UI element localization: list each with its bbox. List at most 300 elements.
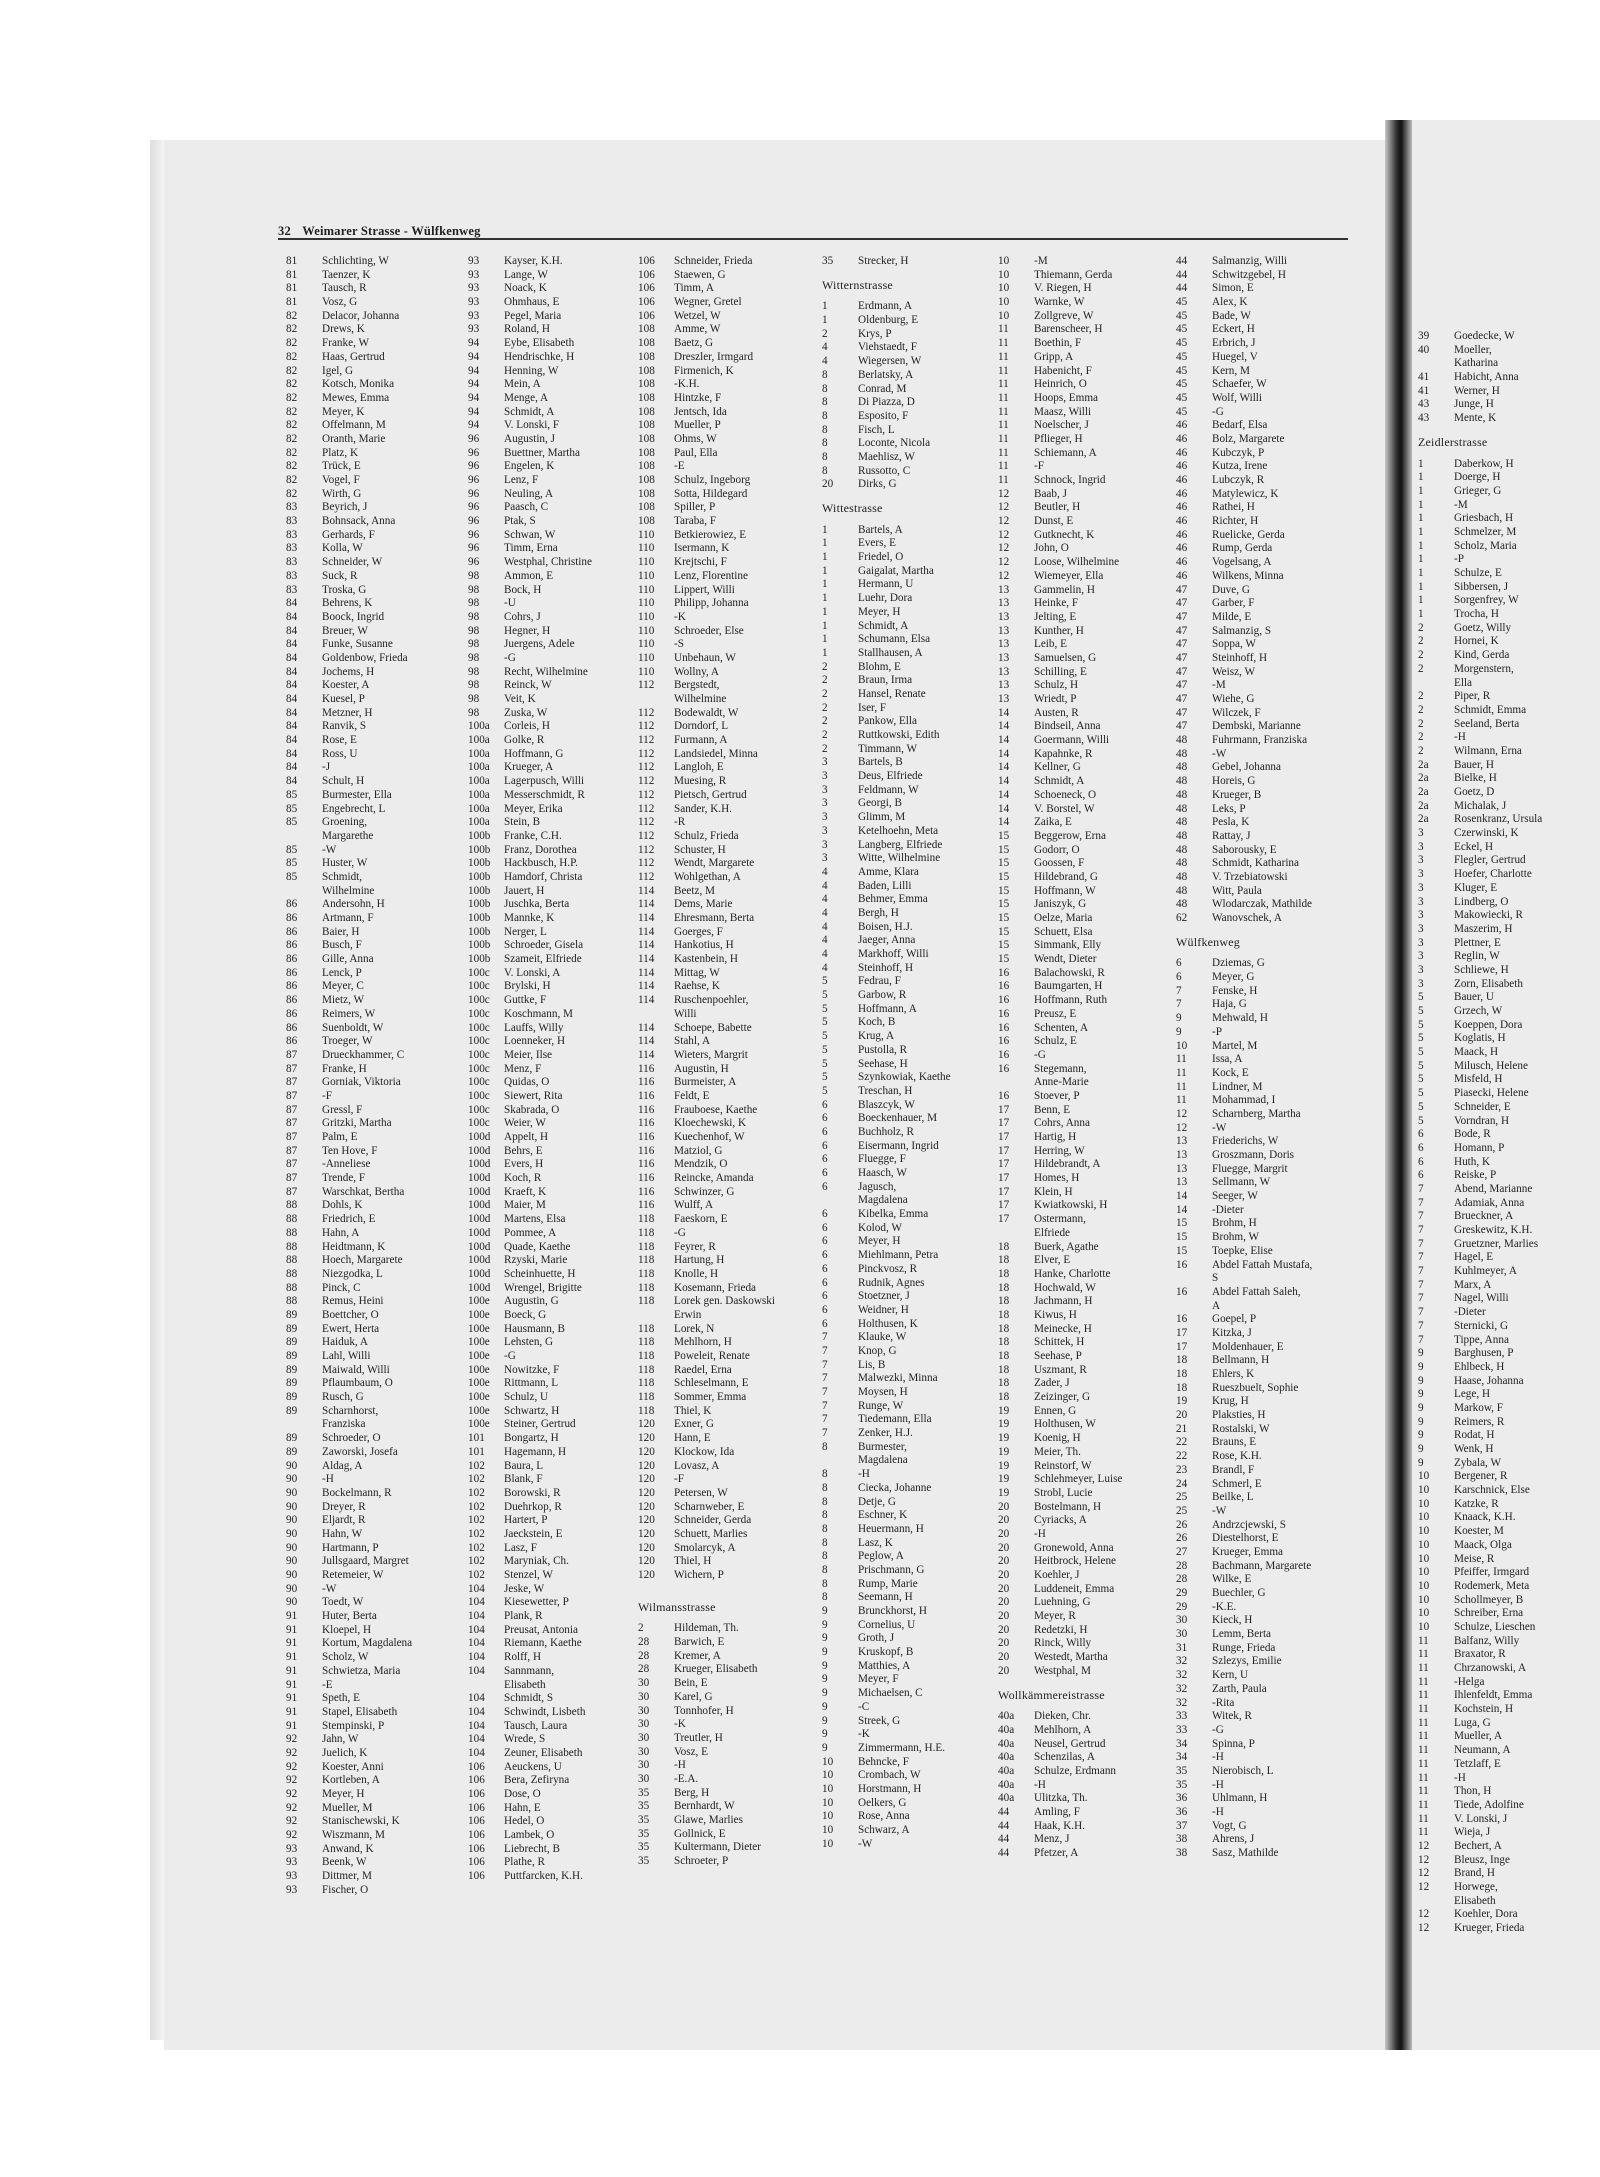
house-number: 45 bbox=[1176, 323, 1188, 336]
house-number: 7 bbox=[822, 1386, 828, 1398]
house-number: 11 bbox=[1176, 1066, 1187, 1079]
house-number: 9 bbox=[822, 1673, 828, 1686]
listing-row bbox=[822, 893, 951, 907]
listing-row bbox=[286, 1679, 412, 1693]
house-number: 6 bbox=[822, 1139, 828, 1152]
listing-row bbox=[822, 1673, 951, 1687]
resident-name: Trocha, H bbox=[1454, 608, 1499, 621]
listing-row bbox=[468, 844, 592, 858]
house-number: 19 bbox=[998, 1473, 1010, 1486]
listing-row bbox=[286, 1022, 412, 1036]
resident-name: Franke, H bbox=[322, 1062, 367, 1075]
resident-name: Dziemas, G bbox=[1212, 957, 1265, 970]
resident-name: Groth, J bbox=[858, 1632, 895, 1645]
listing-row bbox=[638, 1391, 775, 1405]
resident-name: Mannke, K bbox=[504, 912, 555, 924]
listing-row bbox=[468, 1542, 592, 1556]
listing-row bbox=[1176, 296, 1312, 310]
listing-row bbox=[998, 1282, 1122, 1296]
house-number: 2 bbox=[1418, 649, 1424, 662]
listing-row bbox=[286, 1761, 412, 1775]
listing-row bbox=[286, 748, 412, 762]
listing-row bbox=[468, 1460, 592, 1474]
resident-name: Dittmer, M bbox=[322, 1870, 372, 1883]
resident-name: Frauboese, Kaethe bbox=[674, 1103, 758, 1116]
resident-name: Sotta, Hildegard bbox=[674, 487, 748, 500]
resident-name: Metzner, H bbox=[322, 706, 373, 719]
listing-row bbox=[998, 1172, 1122, 1186]
listing-row bbox=[286, 515, 412, 529]
house-number: 13 bbox=[998, 693, 1010, 705]
resident-name: Meyer, F bbox=[858, 1673, 899, 1686]
resident-name: Boisen, H.J. bbox=[858, 920, 913, 933]
listing-row bbox=[1176, 957, 1312, 971]
house-number: 88 bbox=[286, 1199, 298, 1212]
listing-row bbox=[998, 926, 1122, 940]
listing-row bbox=[998, 611, 1122, 625]
resident-name: Lorek gen. Daskowski bbox=[674, 1295, 775, 1308]
listing-row bbox=[1176, 1614, 1312, 1628]
listing-row bbox=[998, 474, 1122, 488]
listing-row bbox=[1418, 1183, 1542, 1197]
resident-name: Rump, Marie bbox=[858, 1577, 918, 1590]
resident-name: Recht, Wilhelmine bbox=[504, 665, 588, 678]
resident-name: Kloepel, H bbox=[322, 1623, 372, 1636]
listing-row bbox=[1176, 734, 1312, 748]
resident-name: Knaack, K.H. bbox=[1454, 1511, 1516, 1524]
resident-name: Tausch, R bbox=[322, 282, 367, 295]
listing-row bbox=[1418, 1676, 1542, 1690]
resident-name: Bernhardt, W bbox=[674, 1800, 735, 1813]
house-number: 12 bbox=[1418, 1908, 1430, 1921]
listing-row bbox=[1176, 310, 1312, 324]
listing-row bbox=[1418, 1334, 1542, 1348]
listing-row bbox=[998, 1446, 1122, 1460]
resident-name: Rattay, J bbox=[1212, 829, 1251, 842]
house-number: 7 bbox=[1418, 1237, 1424, 1250]
listing-row bbox=[638, 1076, 775, 1090]
resident-name: Schwietza, Maria bbox=[322, 1664, 401, 1677]
listing-row bbox=[822, 1235, 951, 1249]
listing-row bbox=[286, 707, 412, 721]
house-number: 89 bbox=[286, 1363, 298, 1376]
listing-row bbox=[1418, 1840, 1542, 1854]
resident-name: Retemeier, W bbox=[322, 1569, 384, 1581]
resident-name: -G bbox=[1212, 1723, 1224, 1736]
resident-name: Mittag, W bbox=[674, 966, 720, 979]
house-number: 88 bbox=[286, 1213, 298, 1226]
listing-row bbox=[1176, 365, 1312, 379]
resident-name: -G bbox=[1212, 405, 1224, 418]
house-number: 47 bbox=[1176, 597, 1188, 610]
resident-name: Homann, P bbox=[1454, 1141, 1505, 1154]
resident-name: Martel, M bbox=[1212, 1039, 1258, 1052]
resident-name: -Rita bbox=[1212, 1696, 1235, 1709]
listing-row bbox=[468, 1035, 592, 1049]
resident-name: Speth, E bbox=[322, 1692, 360, 1705]
listing-continuation: Anne-Marie bbox=[1034, 1076, 1089, 1089]
listing-row bbox=[998, 1117, 1122, 1131]
house-number: 4 bbox=[822, 934, 828, 947]
house-number: 90 bbox=[286, 1514, 298, 1527]
listing-row bbox=[468, 1090, 592, 1104]
house-number: 9 bbox=[1176, 1012, 1182, 1025]
house-number: 102 bbox=[468, 1527, 485, 1540]
resident-name: Sternicki, G bbox=[1454, 1319, 1509, 1332]
resident-name: Rodemerk, Meta bbox=[1454, 1579, 1530, 1592]
resident-name: Feldmann, W bbox=[858, 783, 919, 796]
house-number: 18 bbox=[998, 1308, 1010, 1321]
listing-row bbox=[286, 734, 412, 748]
listing-row bbox=[822, 578, 951, 592]
resident-name: Offelmann, M bbox=[322, 419, 386, 432]
listing-row bbox=[1176, 1395, 1312, 1409]
resident-name: Buchholz, R bbox=[858, 1125, 914, 1138]
listing-row bbox=[822, 1400, 951, 1414]
listing-row bbox=[468, 1473, 592, 1487]
listing-row bbox=[998, 1336, 1122, 1350]
house-number: 100c bbox=[468, 1076, 490, 1089]
listing-row bbox=[638, 1828, 775, 1842]
house-number: 100c bbox=[468, 1035, 490, 1048]
resident-name: -E bbox=[322, 1678, 333, 1691]
resident-name: Juergens, Adele bbox=[504, 638, 575, 651]
resident-name: Seeger, W bbox=[1212, 1190, 1258, 1203]
resident-name: Liebrecht, B bbox=[504, 1842, 560, 1855]
resident-name: Menz, J bbox=[1034, 1833, 1070, 1846]
listing-row bbox=[1418, 841, 1542, 855]
resident-name: Remus, Heini bbox=[322, 1295, 384, 1308]
house-number: 83 bbox=[286, 501, 298, 514]
resident-name: Buerk, Agathe bbox=[1034, 1240, 1099, 1253]
house-number: 104 bbox=[468, 1637, 485, 1650]
resident-name: Kochstein, H bbox=[1454, 1703, 1514, 1716]
listing-row bbox=[822, 1482, 951, 1496]
listing-row bbox=[1418, 581, 1542, 595]
house-number: 48 bbox=[1176, 788, 1188, 801]
resident-name: Oelze, Maria bbox=[1034, 912, 1093, 924]
listing-row bbox=[1176, 857, 1312, 871]
house-number: 100a bbox=[468, 775, 490, 788]
listing-row bbox=[468, 310, 592, 324]
listing-row bbox=[822, 1468, 951, 1482]
listing-row bbox=[1418, 937, 1542, 951]
resident-name: Kotsch, Monika bbox=[322, 378, 395, 391]
resident-name: Schneider, E bbox=[1454, 1100, 1511, 1113]
resident-name: Meyer, H bbox=[322, 1788, 365, 1800]
house-number: 118 bbox=[638, 1213, 655, 1226]
house-number: 12 bbox=[1418, 1922, 1430, 1935]
house-number: 84 bbox=[286, 706, 298, 719]
house-number: 17 bbox=[998, 1144, 1010, 1157]
listing-row bbox=[468, 1336, 592, 1350]
house-number: 100c bbox=[468, 1007, 490, 1020]
house-number: 8 bbox=[822, 1536, 828, 1549]
listing-row bbox=[1418, 1388, 1542, 1402]
house-number: 94 bbox=[468, 378, 480, 391]
listing-row bbox=[468, 1172, 592, 1186]
listing-row bbox=[822, 606, 951, 620]
house-number: 10 bbox=[1418, 1511, 1430, 1524]
listing-row bbox=[998, 269, 1122, 283]
listing-row bbox=[468, 1692, 592, 1706]
house-number: 2a bbox=[1418, 758, 1429, 771]
house-number: 92 bbox=[286, 1815, 298, 1828]
house-number: 20 bbox=[998, 1555, 1010, 1568]
resident-name: -K.E. bbox=[1212, 1600, 1237, 1613]
house-number: 29 bbox=[1176, 1587, 1188, 1599]
house-number: 15 bbox=[1176, 1217, 1188, 1230]
resident-name: Boethin, F bbox=[1034, 337, 1082, 350]
resident-name: Pfetzer, A bbox=[1034, 1847, 1079, 1860]
listing-row bbox=[286, 1884, 412, 1898]
house-number: 10 bbox=[998, 309, 1010, 322]
listing-row bbox=[638, 666, 775, 680]
house-number: 81 bbox=[286, 282, 298, 295]
listing-row bbox=[822, 702, 951, 716]
house-number: 47 bbox=[1176, 583, 1188, 596]
resident-name: Brand, H bbox=[1454, 1867, 1496, 1880]
house-number: 5 bbox=[1418, 1018, 1424, 1031]
listing-row bbox=[468, 679, 592, 693]
house-number: 116 bbox=[638, 1172, 655, 1185]
listing-row bbox=[286, 1583, 412, 1597]
listing-row bbox=[998, 1710, 1122, 1724]
house-number: 89 bbox=[286, 1391, 298, 1404]
listing-row bbox=[468, 1268, 592, 1282]
listing-row bbox=[822, 1359, 951, 1373]
listing-row bbox=[468, 1761, 592, 1775]
resident-name: Brauns, E bbox=[1212, 1436, 1257, 1449]
resident-name: Tausch, Laura bbox=[504, 1719, 568, 1732]
resident-name: Dreyer, R bbox=[322, 1500, 366, 1513]
listing-row bbox=[468, 693, 592, 707]
resident-name: Luga, G bbox=[1454, 1716, 1491, 1729]
resident-name: Mehwald, H bbox=[1212, 1012, 1268, 1025]
house-number: 8 bbox=[822, 396, 828, 409]
resident-name: Koester, A bbox=[322, 679, 370, 692]
house-number: 98 bbox=[468, 610, 480, 623]
house-number: 82 bbox=[286, 446, 298, 459]
house-number: 45 bbox=[1176, 337, 1188, 350]
resident-name: Friederichs, W bbox=[1212, 1135, 1279, 1148]
house-number: 3 bbox=[1418, 881, 1424, 894]
listing-row bbox=[822, 633, 951, 647]
house-number: 3 bbox=[822, 783, 828, 796]
resident-name: Ehlers, K bbox=[1212, 1368, 1255, 1380]
house-number: 1 bbox=[1418, 498, 1424, 511]
listing-row bbox=[286, 419, 412, 433]
house-number: 47 bbox=[1176, 651, 1188, 664]
house-number: 1 bbox=[822, 523, 828, 536]
house-number: 89 bbox=[286, 1336, 298, 1349]
resident-name: Ehlbeck, H bbox=[1454, 1360, 1505, 1373]
listing-row bbox=[286, 378, 412, 392]
house-number: 104 bbox=[468, 1719, 485, 1732]
listing-row bbox=[286, 898, 412, 912]
house-number: 1 bbox=[1418, 553, 1424, 566]
house-number: 100d bbox=[468, 1185, 491, 1198]
house-number: 100c bbox=[468, 1021, 490, 1034]
house-number: 32 bbox=[1176, 1696, 1188, 1709]
resident-name: Pietsch, Gertrud bbox=[674, 788, 747, 801]
resident-name: -Helga bbox=[1454, 1675, 1485, 1688]
resident-name: Stempinski, P bbox=[322, 1719, 385, 1732]
house-number: 18 bbox=[998, 1240, 1010, 1253]
house-number: 118 bbox=[638, 1377, 655, 1390]
listing-row bbox=[638, 1432, 775, 1446]
house-number: 100b bbox=[468, 829, 491, 842]
resident-name: Gaigalat, Martha bbox=[858, 564, 934, 577]
listing-row bbox=[1418, 594, 1542, 608]
listing-row bbox=[822, 948, 951, 962]
house-number: 6 bbox=[1418, 1155, 1424, 1168]
listing-row bbox=[286, 337, 412, 351]
resident-name: Stein, B bbox=[504, 816, 541, 829]
house-number: 12 bbox=[998, 528, 1010, 541]
house-number: 17 bbox=[998, 1199, 1010, 1212]
page-title: Weimarer Strasse - Wülfkenweg bbox=[302, 224, 481, 238]
house-number: 93 bbox=[286, 1870, 298, 1883]
house-number: 6 bbox=[822, 1208, 828, 1221]
listing-row bbox=[286, 1172, 412, 1186]
house-number: 18 bbox=[998, 1363, 1010, 1376]
house-number: 13 bbox=[1176, 1176, 1188, 1189]
listing-row bbox=[998, 789, 1122, 803]
house-number: 112 bbox=[638, 706, 655, 719]
listing-row bbox=[1418, 330, 1542, 344]
house-number: 8 bbox=[822, 368, 828, 381]
house-number: 4 bbox=[822, 906, 828, 919]
listing-row bbox=[822, 1701, 951, 1715]
house-number: 83 bbox=[286, 556, 298, 569]
listing-row bbox=[286, 1391, 412, 1405]
listing-row bbox=[1176, 1450, 1312, 1464]
listing-row bbox=[1176, 1669, 1312, 1683]
directory-column-1 bbox=[286, 255, 412, 1898]
listing-row bbox=[468, 939, 592, 953]
house-number: 102 bbox=[468, 1486, 485, 1499]
resident-name: Schmidt, Emma bbox=[1454, 703, 1527, 716]
house-number: 84 bbox=[286, 734, 298, 747]
house-number: 100e bbox=[468, 1308, 490, 1321]
house-number: 14 bbox=[998, 802, 1010, 815]
listing-row bbox=[468, 1651, 592, 1665]
resident-name: Timmann, W bbox=[858, 742, 918, 755]
resident-name: Mewes, Emma bbox=[322, 391, 390, 404]
house-number: 46 bbox=[1176, 419, 1188, 432]
house-number: 6 bbox=[822, 1262, 828, 1275]
listing-row bbox=[822, 962, 951, 976]
listing-row bbox=[1176, 1655, 1312, 1669]
resident-name: Pfeiffer, Irmgard bbox=[1454, 1566, 1530, 1579]
house-number: 100b bbox=[468, 884, 491, 897]
resident-name: Bera, Zefiryna bbox=[504, 1774, 570, 1787]
house-number: 81 bbox=[286, 296, 298, 309]
resident-name: Alex, K bbox=[1212, 296, 1248, 309]
listing-row bbox=[1418, 1635, 1542, 1649]
listing-row bbox=[286, 296, 412, 310]
house-number: 102 bbox=[468, 1473, 485, 1486]
resident-name: Matziol, G bbox=[674, 1144, 723, 1157]
listing-row bbox=[998, 1309, 1122, 1323]
resident-name: Baura, L bbox=[504, 1459, 544, 1472]
listing-row bbox=[1176, 529, 1312, 543]
house-number: 8 bbox=[822, 409, 828, 422]
listing-row bbox=[638, 967, 775, 981]
listing-row bbox=[638, 515, 775, 529]
house-number: 35 bbox=[638, 1814, 650, 1826]
listing-row bbox=[468, 707, 592, 721]
house-number: 91 bbox=[286, 1678, 298, 1691]
listing-row bbox=[822, 784, 951, 798]
listing-row bbox=[638, 1800, 775, 1814]
resident-name: Juschka, Berta bbox=[504, 898, 570, 911]
house-number: 19 bbox=[998, 1404, 1010, 1417]
listing-row bbox=[998, 529, 1122, 543]
house-number: 102 bbox=[468, 1500, 485, 1513]
house-number: 9 bbox=[822, 1728, 828, 1741]
resident-name: Schollmeyer, B bbox=[1454, 1593, 1524, 1606]
resident-name: Thiemann, Gerda bbox=[1034, 268, 1113, 281]
resident-name: Habenicht, F bbox=[1034, 364, 1092, 377]
listing-row bbox=[1418, 1785, 1542, 1799]
resident-name: Huth, K bbox=[1454, 1155, 1491, 1168]
house-number: 16 bbox=[1176, 1285, 1188, 1298]
resident-name: Uszmant, R bbox=[1034, 1363, 1087, 1376]
house-number: 47 bbox=[1176, 610, 1188, 623]
resident-name: Juelich, K bbox=[322, 1746, 368, 1759]
resident-name: Milusch, Helene bbox=[1454, 1059, 1528, 1072]
resident-name: Vosz, G bbox=[322, 296, 358, 309]
listing-row bbox=[1418, 1306, 1542, 1320]
resident-name: Pankow, Ella bbox=[858, 715, 917, 728]
resident-name: Peglow, A bbox=[858, 1550, 904, 1563]
house-number: 6 bbox=[822, 1235, 828, 1248]
listing-row bbox=[998, 365, 1122, 379]
resident-name: Weisz, W bbox=[1212, 665, 1256, 678]
listing-row bbox=[998, 406, 1122, 420]
resident-name: Krys, P bbox=[858, 327, 892, 340]
house-number: 92 bbox=[286, 1774, 298, 1787]
house-number: 9 bbox=[822, 1618, 828, 1631]
resident-name: Hoffmann, G bbox=[504, 747, 564, 760]
listing-row bbox=[998, 693, 1122, 707]
listing-row bbox=[998, 1035, 1122, 1049]
listing-row bbox=[1418, 1689, 1542, 1703]
house-number: 13 bbox=[998, 665, 1010, 678]
listing-row bbox=[998, 1241, 1122, 1255]
house-number: 13 bbox=[998, 597, 1010, 610]
listing-row bbox=[998, 1528, 1122, 1542]
house-number: 90 bbox=[286, 1500, 298, 1513]
listing-row bbox=[468, 625, 592, 639]
house-number: 39 bbox=[1418, 330, 1430, 342]
resident-name: -M bbox=[1034, 255, 1048, 267]
listing-row bbox=[286, 1651, 412, 1665]
resident-name: Rueszbuelt, Sophie bbox=[1212, 1381, 1299, 1394]
resident-name: Gripp, A bbox=[1034, 350, 1074, 363]
listing-row bbox=[822, 743, 951, 757]
listing-row bbox=[998, 638, 1122, 652]
house-number: 13 bbox=[998, 610, 1010, 623]
resident-name: Neumann, A bbox=[1454, 1744, 1511, 1757]
resident-name: Zenker, H.J. bbox=[858, 1427, 913, 1440]
resident-name: Esposito, F bbox=[858, 409, 909, 422]
listing-row bbox=[998, 556, 1122, 570]
resident-name: Janiszyk, G bbox=[1034, 898, 1087, 911]
listing-row bbox=[286, 638, 412, 652]
